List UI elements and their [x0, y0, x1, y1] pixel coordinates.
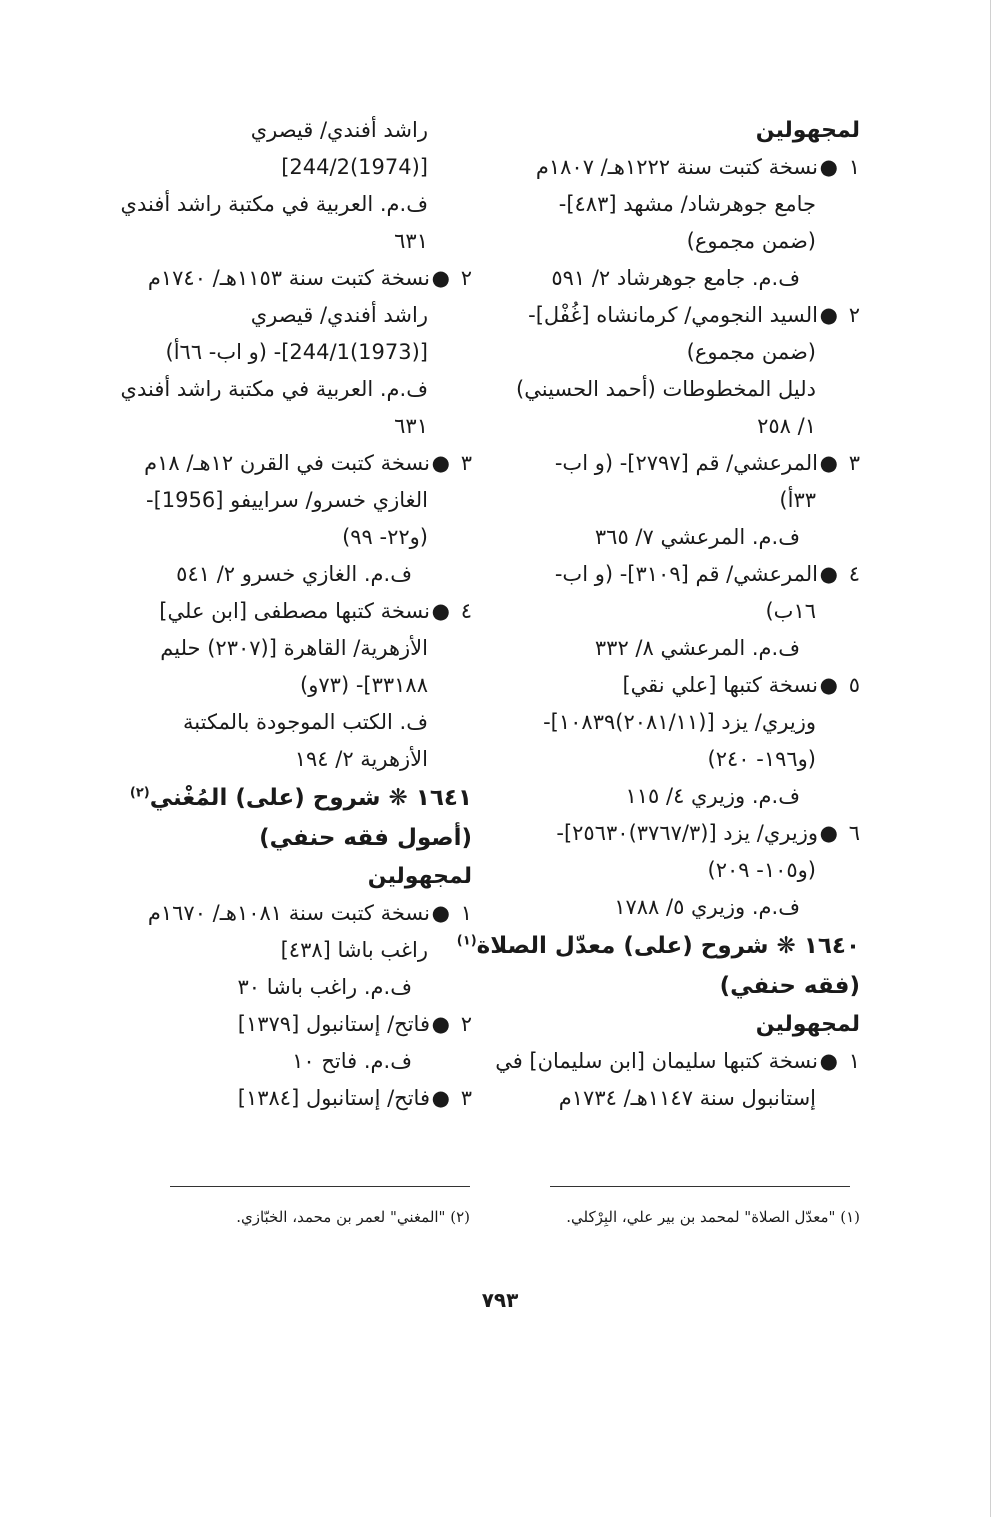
catalog-reference: ف.م. الغازي خسرو ٢/ ٥٤١: [176, 562, 412, 586]
catalog-reference: دليل المخطوطات (أحمد الحسيني): [516, 377, 816, 401]
catalog-reference: ف.م. المرعشي ٧/ ٣٦٥: [594, 525, 800, 549]
bullet-icon: ●: [431, 901, 450, 925]
star-icon: ❋: [768, 933, 804, 959]
left-column: [120, 112, 472, 1117]
catalog-reference: ف. الكتب الموجودة بالمكتبة: [183, 710, 428, 734]
list-item: ٤●نسخة كتبها مصطفى [ابن علي] الأزهرية/ القاهرة [(٢٣٠٧) حليم ٣٣١٨٨]- (٧٣و) ف. الكتب الموجودة بالمكتبة الأزهرية ٢/ ١٩٤: [132, 593, 472, 778]
list-item: ٥●نسخة كتبها [علي نقي] وزيري/ يزد [(٢٠٨١/١١)١٠٨٣٩]- (و١٩٦- ٢٤٠) ف.م. وزيري ٤/ ١١٥: [520, 667, 860, 815]
entry-1641: [129, 778, 472, 1117]
list-item: ٣●فاتح/ إستانبول [١٣٨٤]: [132, 1080, 472, 1117]
section-heading: لمجهولين: [755, 118, 860, 143]
scan-edge-line: [990, 0, 991, 1517]
section-heading: لمجهولين: [367, 864, 472, 889]
bullet-icon: ●: [819, 673, 838, 697]
footnote-divider: [170, 1186, 470, 1187]
list-item: راشد أفندي/ قيصري [(1974)244/2] ف.م. العربية في مكتبة راشد أفندي ٦٣١: [132, 112, 472, 260]
catalog-reference: ف.م. المرعشي ٨/ ٣٣٢: [594, 636, 800, 660]
bullet-icon: ●: [819, 821, 838, 845]
list-item: ٣●المرعشي/ قم [٢٧٩٧]- (و اب- ٣٣أ) ف.م. المرعشي ٧/ ٣٦٥: [520, 445, 860, 556]
list-item: ٤●المرعشي/ قم [٣١٠٩]- (و اب- ١٦ب) ف.م. المرعشي ٨/ ٣٣٢: [520, 556, 860, 667]
bullet-icon: ●: [819, 1049, 838, 1073]
entry-number: ١٦٤١: [415, 785, 472, 811]
entry-number: ١٦٤٠: [803, 933, 860, 959]
catalog-reference: ف.م. راغب باشا ٣٠: [237, 975, 412, 999]
catalog-reference: ف.م. وزيري ٤/ ١١٥: [625, 784, 800, 808]
bullet-icon: ●: [431, 599, 450, 623]
entry-subtitle: (أصول فقه حنفي): [259, 825, 472, 851]
bullet-icon: ●: [819, 451, 838, 475]
page-number: ٧٩٣: [481, 1288, 519, 1312]
list-item: ٢●نسخة كتبت سنة ١١٥٣هـ/ ١٧٤٠م راشد أفندي/ قيصري [(1973)244/1]- (و اب- ٦٦أ) ف.م. العربية في مكتبة راشد أفندي ٦٣١: [132, 260, 472, 445]
bullet-icon: ●: [431, 1012, 450, 1036]
catalog-reference: ف.م. وزيري ٥/ ١٧٨٨: [614, 895, 800, 919]
list-item: ١●نسخة كتبت سنة ١٠٨١هـ/ ١٦٧٠م راغب باشا [٤٣٨] ف.م. راغب باشا ٣٠: [132, 895, 472, 1006]
list-item: ٢●فاتح/ إستانبول [١٣٧٩] ف.م. فاتح ١٠: [132, 1006, 472, 1080]
bullet-icon: ●: [431, 451, 450, 475]
star-icon: ❋: [380, 785, 416, 811]
list-item: ١●نسخة كتبت سنة ١٢٢٢هـ/ ١٨٠٧م جامع جوهرشاد/ مشهد [٤٨٣]- (ضمن مجموع) ف.م. جامع جوهرشاد ٢/ ٥٩١: [520, 149, 860, 297]
list-item: ٣●نسخة كتبت في القرن ١٢هـ/ ١٨م الغازي خسرو/ سراييفو [1956]- (و٢٢- ٩٩) ف.م. الغازي خسرو ٢/ ٥٤١: [132, 445, 472, 593]
bullet-icon: ●: [431, 1086, 450, 1110]
bullet-icon: ●: [819, 303, 838, 327]
list-item: ٦●وزيري/ يزد [(٣٧٦٧/٣)٢٥٦٣٠]- (و١٠٥- ٢٠٩) ف.م. وزيري ٥/ ١٧٨٨: [520, 815, 860, 926]
list-item: ٢●السيد النجومي/ كرمانشاه [غُفْل]- (ضمن مجموع) دليل المخطوطات (أحمد الحسيني) ١/ ٢٥٨: [520, 297, 860, 445]
entry-subtitle: (فقه حنفي): [719, 973, 860, 999]
entry-1640: ١٦٤٠ ❋ شروح (على) معدّل الصلاة$^{(١)}$ (فقه حنفي) لمجهولين ١●نسخة كتبها سليمان [ابن سليمان] في إستانبول سنة ١١٤٧هـ/ ١٧٣٤م: [456, 933, 860, 1110]
section-heading: لمجهولين: [755, 1012, 860, 1037]
catalog-reference: ف.م. العربية في مكتبة راشد أفندي: [120, 377, 428, 401]
footnote-2: (٢) "المغني" لعمر بن محمد، الخبّازي.: [236, 1208, 470, 1226]
bullet-icon: ●: [819, 562, 838, 586]
catalog-reference: ف.م. فاتح ١٠: [292, 1049, 412, 1073]
catalog-reference: ف.م. العربية في مكتبة راشد أفندي: [120, 192, 428, 216]
entry-title: شروح (على) معدّل الصلاة: [476, 933, 769, 959]
bullet-icon: ●: [819, 155, 838, 179]
entry-title: شروح (على) المُغْني: [149, 785, 381, 811]
footnote-1: (١) "معدّل الصلاة" لمحمد بن بير علي، البِرْكلي.: [566, 1208, 860, 1226]
bullet-icon: ●: [431, 266, 450, 290]
catalog-reference: ف.م. جامع جوهرشاد ٢/ ٥٩١: [551, 266, 800, 290]
footnote-mark: (٢): [129, 785, 150, 801]
right-column: [456, 112, 860, 1117]
footnote-mark: (١): [456, 933, 477, 949]
footnote-divider: [550, 1186, 850, 1187]
